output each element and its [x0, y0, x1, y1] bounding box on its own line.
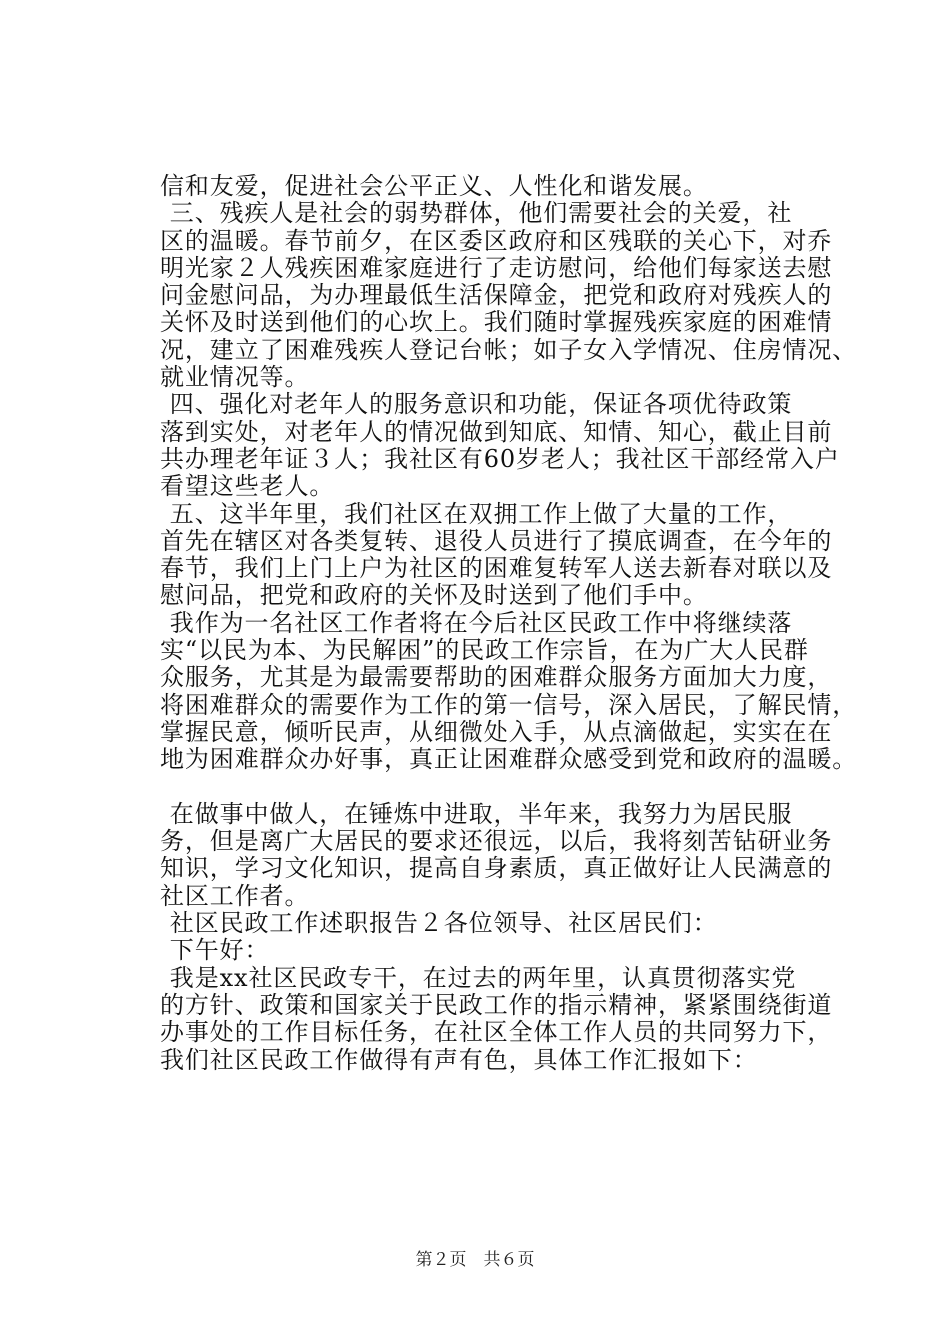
text-line: 我们社区民政工作做得有声有色，具体工作汇报如下：: [160, 1046, 758, 1074]
text-line: 将困难群众的需要作为工作的第一信号，深入居民，了解民情，: [160, 691, 858, 719]
text-line: 我作为一名社区工作者将在今后社区民政工作中将继续落: [120, 609, 793, 637]
text-line: 首先在辖区对各类复转、退役人员进行了摸底调查，在今年的: [160, 527, 833, 555]
text-line: 办事处的工作目标任务，在社区全体工作人员的共同努力下，: [160, 1018, 833, 1046]
text-line: 看望这些老人。: [160, 472, 335, 500]
text-line: 知识，学习文化知识，提高自身素质，真正做好让人民满意的: [160, 854, 833, 882]
text-line: 在做事中做人，在锤炼中进取，半年来，我努力为居民服: [120, 800, 793, 828]
text-line: 区的温暖。春节前夕，在区委区政府和区残联的关心下，对乔: [160, 227, 833, 255]
text-line: 地为困难群众办好事，真正让困难群众感受到党和政府的温暖。: [160, 745, 858, 773]
text-line: 务，但是离广大居民的要求还很远，以后，我将刻苦钻研业务: [160, 827, 833, 855]
text-line: 春节，我们上门上户为社区的困难复转军人送去新春对联以及: [160, 554, 833, 582]
text-line: 共办理老年证３人；我社区有60岁老人；我社区干部经常入户: [160, 445, 840, 473]
text-line: 我是xx社区民政专干，在过去的两年里，认真贯彻落实党: [120, 964, 797, 992]
text-line: 下午好：: [120, 936, 270, 964]
text-line: 实“以民为本、为民解困”的民政工作宗旨，在为广大人民群: [160, 636, 809, 664]
text-line: 关怀及时送到他们的心坎上。我们随时掌握残疾家庭的困难情: [160, 308, 833, 336]
text-line: 慰问品，把党和政府的关怀及时送到了他们手中。: [160, 581, 708, 609]
text-line: 社区工作者。: [160, 882, 310, 910]
text-line: 五、这半年里，我们社区在双拥工作上做了大量的工作，: [120, 500, 793, 528]
text-line: 明光家２人残疾困难家庭进行了走访慰问，给他们每家送去慰: [160, 254, 833, 282]
text-line: 四、强化对老年人的服务意识和功能，保证各项优待政策: [120, 390, 793, 418]
text-line: 问金慰问品，为办理最低生活保障金，把党和政府对残疾人的: [160, 281, 833, 309]
text-line: 就业情况等。: [160, 363, 310, 391]
text-line: 众服务，尤其是为最需要帮助的困难群众服务方面加大力度，: [160, 663, 833, 691]
text-line: 三、残疾人是社会的弱势群体，他们需要社会的关爱，社: [120, 199, 793, 227]
text-line: 信和友爱，促进社会公平正义、人性化和谐发展。: [160, 172, 708, 200]
text-line: 况，建立了困难残疾人登记台帐；如子女入学情况、住房情况、: [160, 336, 858, 364]
page-footer: 第２页 共６页: [415, 1250, 535, 1270]
text-line: 的方针、政策和国家关于民政工作的指示精神，紧紧围绕街道: [160, 991, 833, 1019]
text-line: 掌握民意，倾听民声，从细微处入手，从点滴做起，实实在在: [160, 718, 833, 746]
text-line: 社区民政工作述职报告２各位领导、社区居民们：: [120, 909, 718, 937]
text-line: 落到实处，对老年人的情况做到知底、知情、知心，截止目前: [160, 418, 833, 446]
